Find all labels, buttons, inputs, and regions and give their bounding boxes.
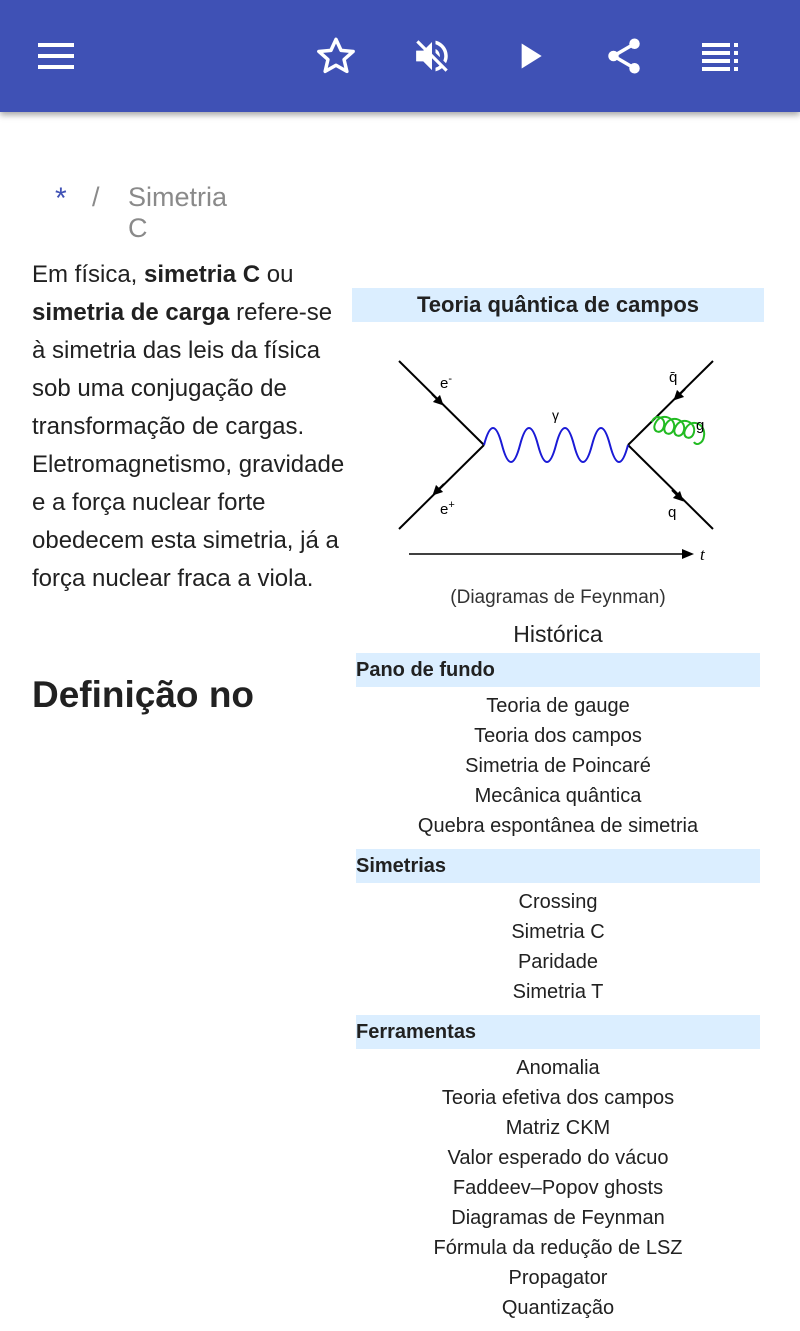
infobox-link[interactable]: Paridade [517,951,599,973]
infobox-sections [352,653,764,1331]
feynman-diagram-drawing [352,322,764,564]
infobox [352,288,764,1331]
infobox-link[interactable]: Crossing [518,891,598,913]
share-icon [603,35,645,77]
label-positron: e+ [440,499,455,518]
infobox-section-header: Pano de fundo [356,653,760,687]
favorite-button[interactable] [308,28,364,84]
infobox-section-header: Simetrias [356,849,760,883]
label-quark: q [668,504,677,521]
volume-off-icon [411,35,453,77]
infobox-link[interactable]: Faddeev–Popov ghosts [452,1177,664,1199]
infobox-link[interactable]: Simetria T [512,981,604,1003]
infobox-link[interactable]: Quantização [501,1297,615,1319]
infobox-link[interactable]: Simetria C [511,921,605,943]
intro-text-start: Em física, [32,261,145,288]
mute-button[interactable] [404,28,460,84]
infobox-link[interactable]: Valor esperado do vácuo [447,1147,669,1169]
infobox-link[interactable]: Matriz CKM [505,1117,611,1139]
play-icon [510,36,550,76]
infobox-link[interactable]: Teoria efetiva dos campos [441,1087,675,1109]
electron-line [399,361,484,445]
menu-icon [36,41,76,71]
infobox-section-header: Ferramentas [356,1015,760,1049]
breadcrumb-current: Simetria C [128,182,228,243]
infobox-link[interactable]: Propagator [508,1267,608,1289]
playlist-icon [700,41,740,71]
infobox-section-list [356,883,760,1015]
label-time: t [700,545,705,564]
contents-button[interactable] [692,28,748,84]
infobox-link[interactable]: Fórmula da redução de LSZ [433,1237,683,1259]
breadcrumb-separator: / [92,182,100,212]
infobox-link[interactable]: Diagramas de Feynman [451,1207,665,1229]
infobox-link[interactable]: Simetria de Poincaré [465,755,651,777]
app-bar [0,0,800,112]
menu-button[interactable] [28,28,84,84]
infobox-title: Teoria quântica de campos [352,288,764,322]
infobox-section-list [356,687,760,849]
label-electron: e- [440,373,453,392]
feynman-diagram [352,322,764,564]
infobox-subtitle: Histórica [513,621,603,647]
intro-text-or: ou [260,261,294,288]
label-antiquark: q̄ [669,369,678,386]
breadcrumb-home-link[interactable]: * [55,182,67,215]
photon-line [484,428,628,462]
intro-text-rest: refere-se à simetria das leis da física sob uma conjugação de transformação de cargas. Eletromagnetismo, gravidade e a força nuclear forte obedecem esta simetria, já a força nuclear fraca a viola. [32,299,345,592]
label-photon: γ [552,407,559,423]
bold-term-simetria-de-carga: simetria de carga [32,299,230,326]
label-gluon: g [696,417,705,434]
bold-term-simetria-c: simetria C [144,261,261,288]
section-heading: Definição no [32,674,255,715]
infobox-link[interactable]: Quebra espontânea de simetria [417,815,699,837]
infobox-link[interactable]: Teoria de gauge [486,695,630,717]
play-button[interactable] [502,28,558,84]
infobox-link[interactable]: Teoria dos campos [474,725,642,747]
infobox-link[interactable]: Anomalia [516,1057,600,1079]
infobox-section-list [356,1049,760,1331]
share-button[interactable] [596,28,652,84]
infobox-caption: (Diagramas de Feynman) [450,587,666,608]
intro-paragraph [32,256,352,598]
star-outline-icon [315,35,357,77]
infobox-link[interactable]: Mecânica quântica [474,785,642,807]
